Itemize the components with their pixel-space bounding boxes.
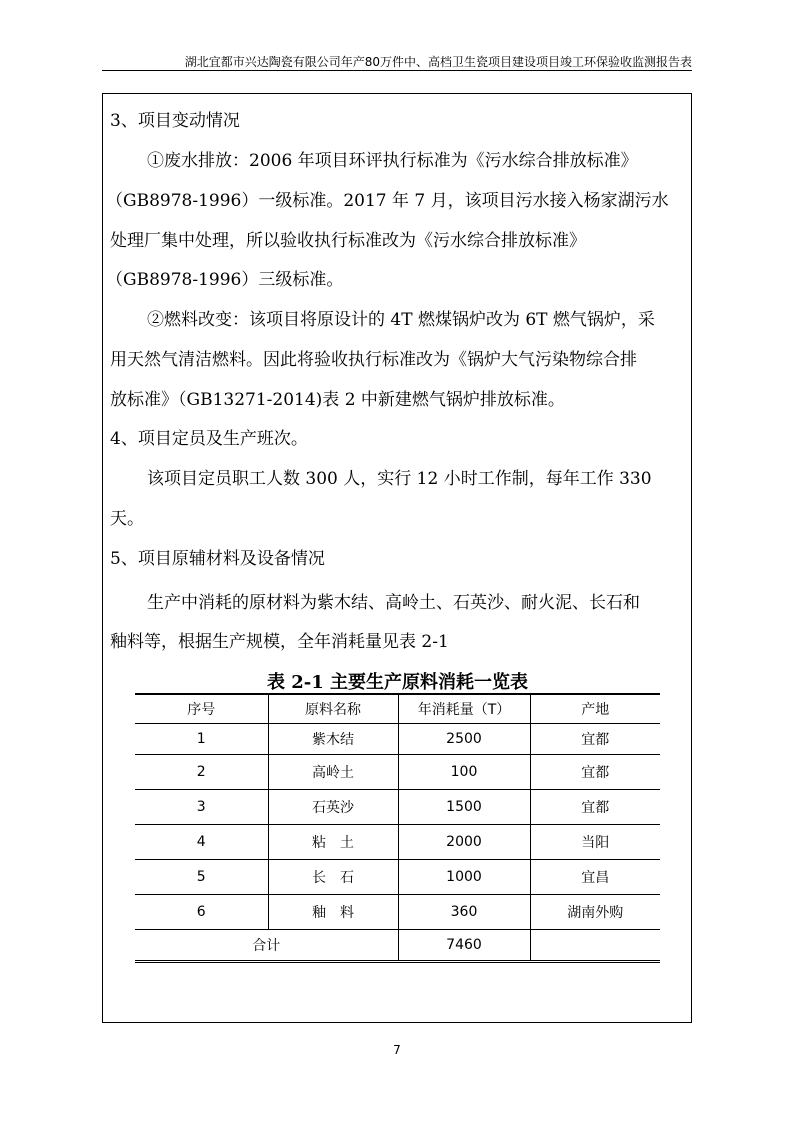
total-value: 7460	[398, 930, 530, 962]
column-header-material: 原料名称	[268, 694, 398, 724]
cell-index: 3	[135, 790, 268, 825]
cell-consumption: 2500	[398, 724, 530, 755]
heading-project-changes: 3、项目变动情况	[110, 111, 240, 131]
cell-consumption: 100	[398, 755, 530, 790]
total-label: 合计	[135, 930, 398, 962]
paragraph-line: （GB8978-1996）一级标准。2017 年 7 月，该项目污水接入杨家湖污水	[106, 191, 669, 211]
table-row	[135, 724, 660, 755]
paragraph-line: 釉料等，根据生产规模，全年消耗量见表 2-1	[110, 632, 449, 652]
paragraph-line: 放标准》（GB13271-2014)表 2 中新建燃气锅炉排放标准。	[110, 390, 565, 410]
cell-consumption: 1500	[398, 790, 530, 825]
cell-index: 4	[135, 825, 268, 860]
heading-materials: 5、项目原辅材料及设备情况	[110, 549, 325, 569]
column-header-index: 序号	[135, 694, 268, 724]
cell-index: 6	[135, 895, 268, 930]
document-header: 湖北宜都市兴达陶瓷有限公司年产80万件中、高档卫生瓷项目建设项目竣工环保验收监测报告表	[184, 55, 692, 69]
cell-material: 釉 料	[268, 895, 398, 930]
cell-origin: 宜都	[530, 724, 660, 755]
heading-staffing: 4、项目定员及生产班次。	[110, 429, 308, 449]
cell-consumption: 2000	[398, 825, 530, 860]
cell-origin: 当阳	[530, 825, 660, 860]
cell-index: 5	[135, 860, 268, 895]
materials-table	[135, 693, 660, 963]
cell-consumption: 1000	[398, 860, 530, 895]
cell-material: 紫木结	[268, 724, 398, 755]
cell-material: 粘 土	[268, 825, 398, 860]
table-row	[135, 895, 660, 930]
table-row	[135, 860, 660, 895]
paragraph-line: ②燃料改变：该项目将原设计的 4T 燃煤锅炉改为 6T 燃气锅炉，采	[147, 310, 655, 330]
cell-index: 1	[135, 724, 268, 755]
cell-origin: 宜都	[530, 790, 660, 825]
paragraph-line: 生产中消耗的原材料为紫木结、高岭土、石英沙、耐火泥、长石和	[147, 593, 640, 613]
cell-consumption: 360	[398, 895, 530, 930]
header-rule	[102, 70, 692, 71]
table-header-row	[135, 694, 660, 724]
table-row	[135, 755, 660, 790]
column-header-origin: 产地	[530, 694, 660, 724]
table-title: 表 2-1 主要生产原料消耗一览表	[266, 672, 529, 693]
cell-material: 长 石	[268, 860, 398, 895]
cell-material: 石英沙	[268, 790, 398, 825]
paragraph-line: 天。	[110, 509, 144, 529]
paragraph-line: 用天然气清洁燃料。因此将验收执行标准改为《锅炉大气污染物综合排	[110, 350, 637, 370]
cell-index: 2	[135, 755, 268, 790]
cell-origin: 宜都	[530, 755, 660, 790]
column-header-consumption: 年消耗量（T）	[398, 694, 530, 724]
cell-material: 高岭土	[268, 755, 398, 790]
table-row	[135, 790, 660, 825]
paragraph-line: 该项目定员职工人数 300 人，实行 12 小时工作制，每年工作 330	[147, 469, 652, 489]
table-total-row	[135, 930, 660, 962]
table-row	[135, 825, 660, 860]
cell-origin: 宜昌	[530, 860, 660, 895]
total-origin	[530, 930, 660, 962]
cell-origin: 湖南外购	[530, 895, 660, 930]
paragraph-line: 处理厂集中处理，所以验收执行标准改为《污水综合排放标准》	[110, 231, 586, 251]
paragraph-line: （GB8978-1996）三级标准。	[106, 270, 344, 290]
paragraph-line: ①废水排放：2006 年项目环评执行标准为《污水综合排放标准》	[147, 151, 638, 171]
page-number: 7	[393, 1043, 401, 1057]
